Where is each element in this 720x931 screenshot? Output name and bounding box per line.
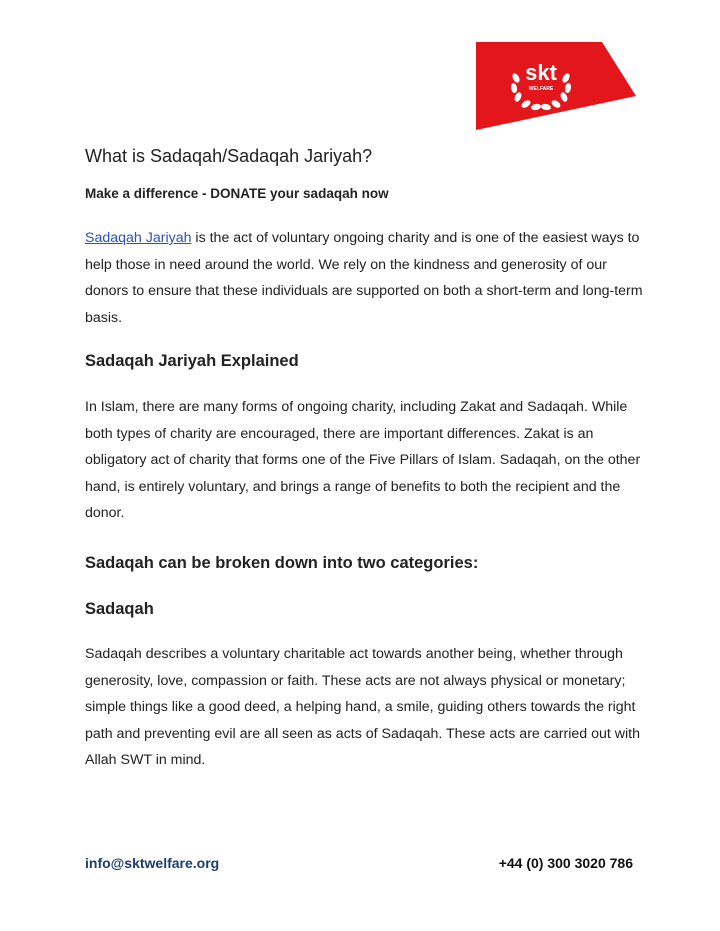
- logo-banner-shape: [476, 42, 636, 130]
- skt-welfare-logo: [476, 42, 636, 130]
- intro-paragraph: [85, 225, 645, 331]
- heading-explained: Sadaqah Jariyah Explained: [85, 352, 299, 370]
- page-subtitle: Make a difference - DONATE your sadaqah now: [85, 186, 389, 201]
- explained-paragraph: In Islam, there are many forms of ongoing charity, including Zakat and Sadaqah. While both types of charity are encouraged, there are important differences. Zakat is an obligatory act of charity that forms one of the Five Pillars of Islam. Sadaqah, on the other hand, is entirely voluntary, and brings a range of benefits to both the recipient and the donor.: [85, 399, 641, 521]
- heading-sadaqah: Sadaqah: [85, 600, 154, 618]
- page-title: What is Sadaqah/Sadaqah Jariyah?: [85, 146, 373, 166]
- sadaqah-paragraph: Sadaqah describes a voluntary charitable act towards another being, whether through generosity, love, compassion or faith. These acts are not always physical or monetary; simple things like a good deed, a helping hand, a smile, guiding others towards the right path and preventing evil are all seen as acts of Sadaqah. These acts are carried out with Allah SWT in mind.: [85, 646, 640, 768]
- heading-categories: Sadaqah can be broken down into two categories:: [85, 554, 479, 572]
- footer-email[interactable]: info@sktwelfare.org: [85, 855, 220, 871]
- logo-subtext: WELFARE: [528, 86, 554, 92]
- footer-phone: +44 (0) 300 3020 786: [498, 855, 633, 871]
- intro-text: is the act of voluntary ongoing charity and is one of the easiest ways to help those in need around the world. We rely on the kindness and generosity of our donors to ensure that these individuals are supported on both a short-term and long-term basis.: [85, 230, 643, 326]
- logo-text: skt: [525, 60, 557, 85]
- sadaqah-jariyah-link[interactable]: Sadaqah Jariyah: [85, 230, 192, 246]
